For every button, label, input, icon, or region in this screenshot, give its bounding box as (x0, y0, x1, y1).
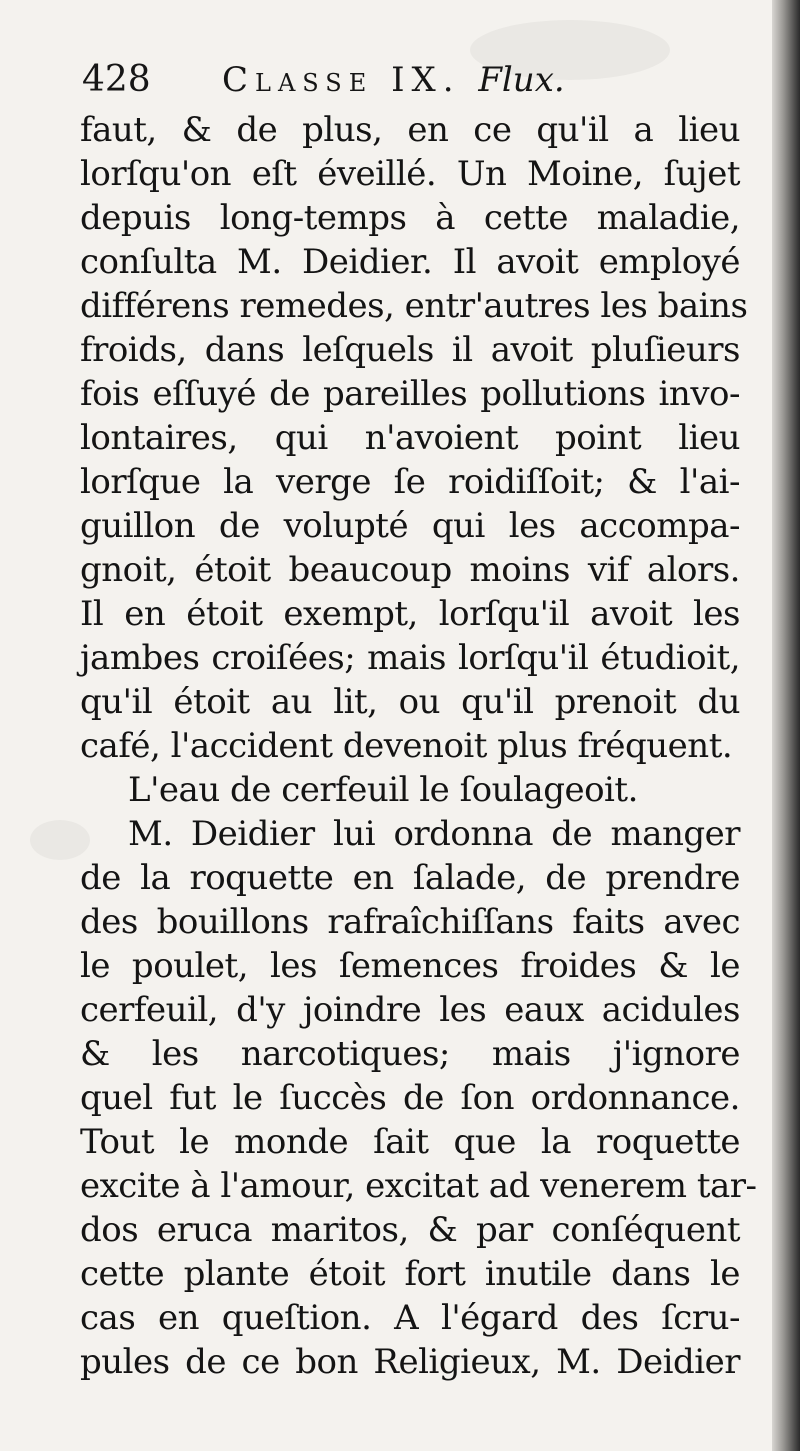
text-line: & les narcotiques; mais j'ignore (80, 1034, 740, 1074)
text-line: cerfeuil, d'y joindre les eaux acidules (80, 990, 740, 1030)
text-line: cette plante étoit fort inutile dans le (80, 1254, 740, 1294)
text-line: froids, dans leſquels il avoit pluſieurs (80, 330, 740, 370)
body-text (80, 108, 757, 1384)
text-line: lontaires, qui n'avoient point lieu (80, 418, 740, 458)
text-line: lorſque la verge ſe roidiſſoit; & l'ai- (80, 462, 740, 502)
text-line: quel fut le ſuccès de ſon ordonnance. (80, 1078, 740, 1118)
text-line: lorſqu'on eſt éveillé. Un Moine, ſujet (80, 154, 740, 194)
text-line: jambes croiſées; mais lorſqu'il étudioit, (80, 638, 740, 678)
text-line: conſulta M. Deidier. Il avoit employé (80, 242, 740, 282)
text-line: gnoit, étoit beaucoup moins vif alors. (80, 550, 740, 590)
class-title: Classe IX. (222, 60, 461, 100)
text-line: de la roquette en ſalade, de prendre (80, 858, 740, 898)
text-line: café, l'accident devenoit plus fréquent. (80, 726, 733, 766)
text-line: qu'il étoit au lit, ou qu'il prenoit du (80, 682, 740, 722)
text-line: guillon de volupté qui les accompa- (80, 506, 740, 546)
page-number: 428 (82, 59, 151, 100)
text-line: différens remedes, entr'autres les bains (80, 286, 748, 326)
text-line: depuis long-temps à cette maladie, (80, 198, 740, 238)
text-line: dos eruca maritos, & par conſéquent (80, 1210, 740, 1250)
paragraph-line: M. Deidier lui ordonna de manger (128, 814, 740, 854)
text-line: des bouillons rafraîchiſſans faits avec (80, 902, 740, 942)
text-line: le poulet, les ſemences froides & le (80, 946, 740, 986)
text-line: pules de ce bon Religieux, M. Deidier (80, 1342, 740, 1382)
page-gutter-shadow (772, 0, 800, 1451)
text-line: Il en étoit exempt, lorſqu'il avoit les (80, 594, 740, 634)
running-title (222, 55, 565, 105)
text-line: cas en queſtion. A l'égard des ſcru- (80, 1298, 740, 1338)
running-head (82, 55, 722, 105)
paragraph-line: L'eau de cerfeuil le ſoulageoit. (128, 770, 638, 810)
text-line: faut, & de plus, en ce qu'il a lieu (80, 110, 740, 150)
text-line: fois eſſuyé de pareilles pollutions invo- (80, 374, 740, 414)
text-line: excite à l'amour, excitat ad venerem tar- (80, 1166, 757, 1206)
section-title: Flux. (478, 60, 565, 100)
text-line: Tout le monde ſait que la roquette (80, 1122, 740, 1162)
